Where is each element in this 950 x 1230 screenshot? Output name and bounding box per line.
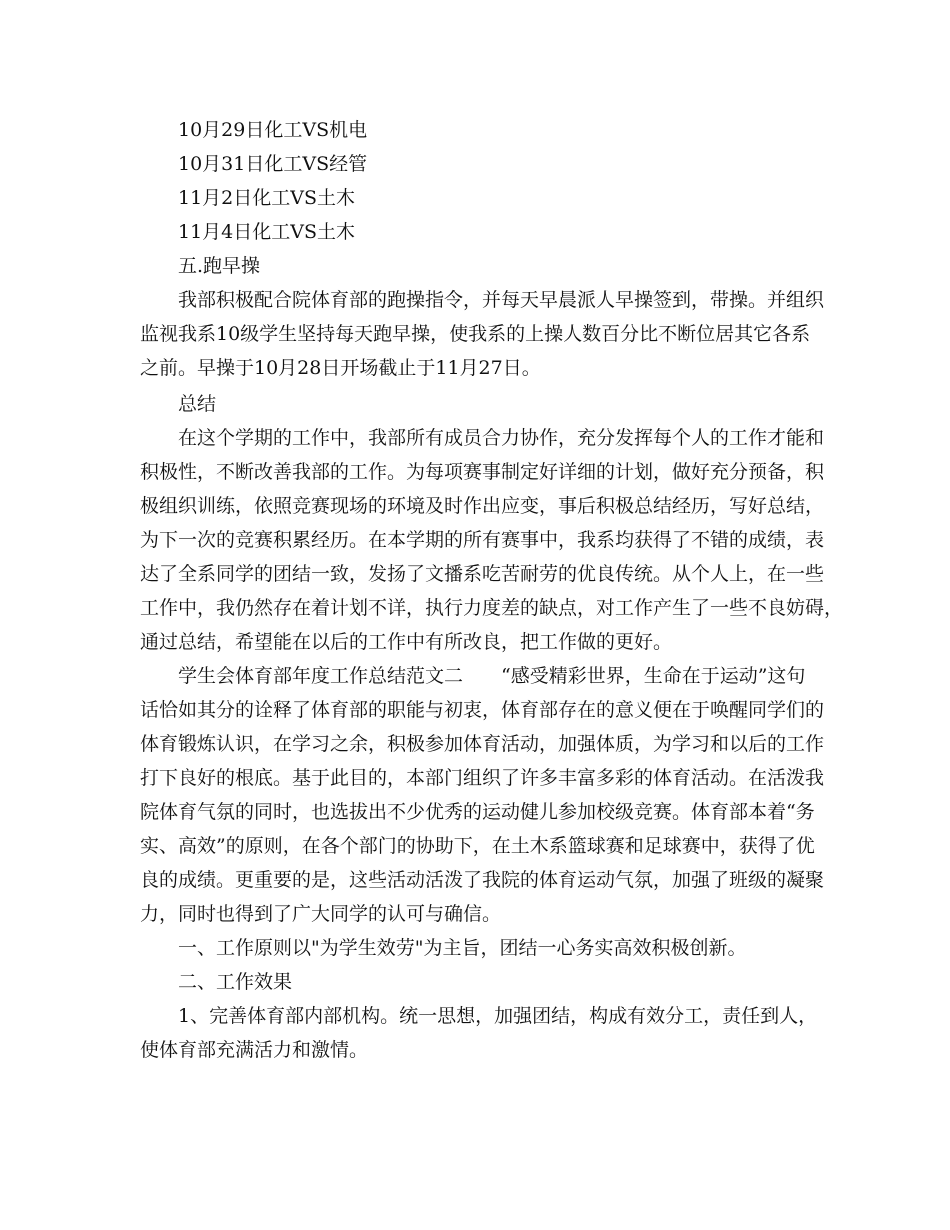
schedule-line-3: 11月2日化工VS土木 [178,187,356,209]
paragraph-line: 院体育气氛的同时，也选拔出不少优秀的运动健儿参加校级竞赛。体育部本着“务 [140,801,815,823]
schedule-line-2: 10月31日化工VS经管 [178,153,368,175]
schedule-line-4: 11月4日化工VS土木 [178,221,356,243]
paragraph-line: 体育锻炼认识，在学习之余，积极参加体育活动，加强体质，为学习和以后的工作 [140,733,825,755]
paragraph-line: 之前。早操于10月28日开场截止于11月27日。 [140,357,541,379]
paragraph-line: 积极性，不断改善我部的工作。为每项赛事制定好详细的计划，做好充分预备，积 [140,461,825,483]
paragraph-line: 为下一次的竞赛积累经历。在本学期的所有赛事中，我系均获得了不错的成绩，表 [140,529,825,551]
section-heading-work-principle: 一、工作原则以"为学生效劳"为主旨，团结一心务实高效积极创新。 [178,937,747,959]
paragraph-line: 使体育部充满活力和激情。 [140,1039,369,1061]
section-heading-report-two: 学生会体育部年度工作总结范文二 “感受精彩世界，生命在于运动”这句 [178,665,806,687]
section-heading-summary: 总结 [178,393,217,415]
paragraph-line: 达了全系同学的团结一致，发扬了文播系吃苦耐劳的优良传统。从个人上，在一些 [140,563,825,585]
paragraph-line: 实、高效”的原则，在各个部门的协助下，在土木系篮球赛和足球赛中，获得了优 [140,835,815,857]
paragraph-line: 通过总结，希望能在以后的工作中有所改良，把工作做的更好。 [140,631,673,653]
paragraph-line: 打下良好的根底。基于此目的，本部门组织了许多丰富多彩的体育活动。在活泼我 [140,767,825,789]
paragraph-line: 力，同时也得到了广大同学的认可与确信。 [140,903,502,925]
paragraph-line: 监视我系10级学生坚持每天跑早操，使我系的上操人数百分比不断位居其它各系 [140,323,811,345]
paragraph-line: 在这个学期的工作中，我部所有成员合力协作，充分发挥每个人的工作才能和 [178,427,825,449]
schedule-line-1: 10月29日化工VS机电 [178,119,368,141]
list-item-1: 1、完善体育部内部机构。统一思想，加强团结，构成有效分工，责任到人， [178,1005,818,1027]
paragraph-line: 良的成绩。更重要的是，这些活动活泼了我院的体育运动气氛，加强了班级的凝聚 [140,869,825,891]
section-heading-work-results: 二、工作效果 [178,971,293,993]
paragraph-line: 话恰如其分的诠释了体育部的职能与初衷，体育部存在的意义便在于唤醒同学们的 [140,699,825,721]
paragraph-line: 极组织训练，依照竞赛现场的环境及时作出应变，事后积极总结经历，写好总结， [140,495,825,517]
paragraph-line: 我部积极配合院体育部的跑操指令，并每天早晨派人早操签到，带操。并组织 [178,289,825,311]
section-heading-morning-exercise: 五.跑早操 [178,255,261,277]
paragraph-line: 工作中，我仍然存在着计划不详，执行力度差的缺点，对工作产生了一些不良妨碍， [140,597,844,619]
